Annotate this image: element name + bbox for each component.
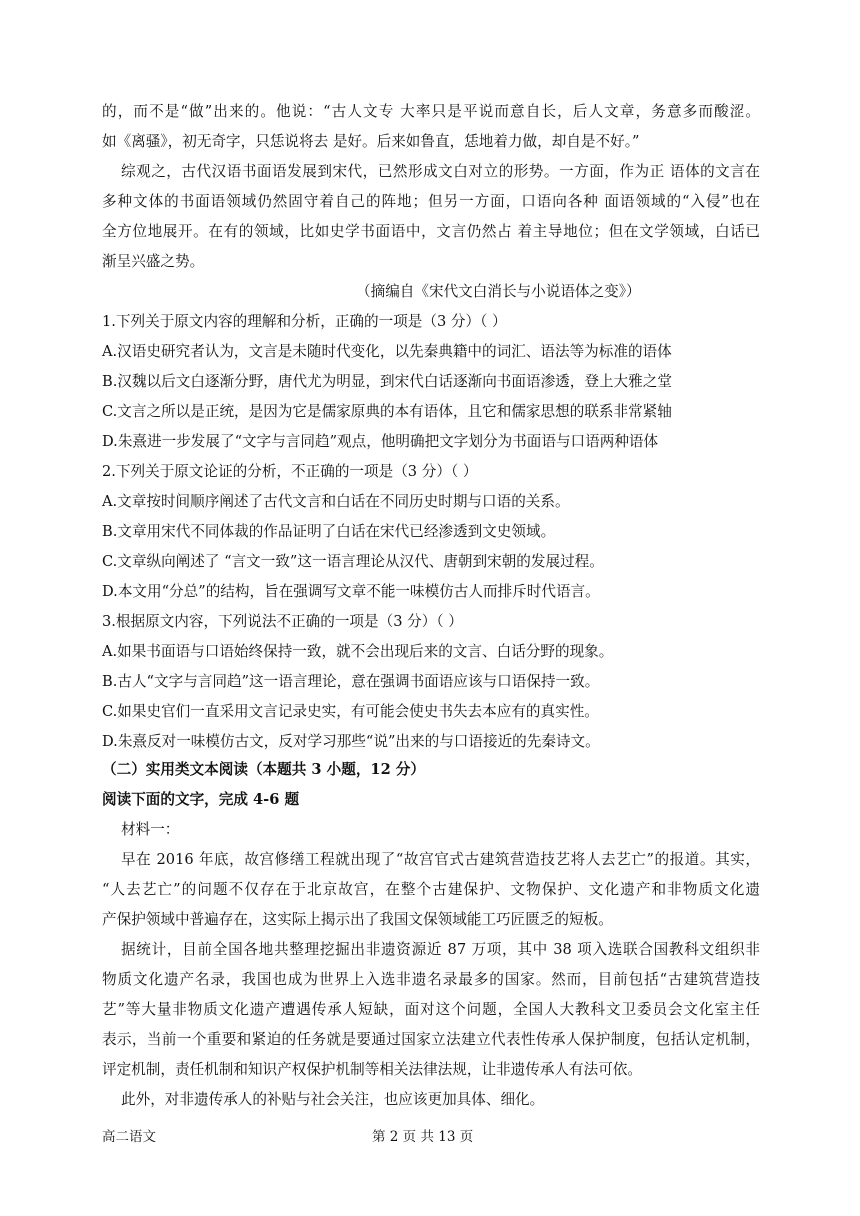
paragraph-start: 据统计，目前全国各地共整理挖掘出非遗资源近 87 万项，其中 38 项入选联合国教科文组织非 [121, 941, 760, 958]
q1-option-a: A.汉语史研究者认为，文言是未随时代变化，以先秦典籍中的词汇、语法等为标准的语体 [102, 343, 672, 360]
text-line: 的，而不是“做”出来的。他说：“古人文专 大率只是平说而意自长，后人文章，务意多而酸涩。 [102, 103, 760, 120]
text-line: 全方位地展开。在有的领域，比如史学书面语中，文言仍然占 着主导地位；但在文学领域，白话已 [102, 223, 760, 240]
text-line: 多种文体的书面语领域仍然固守着自己的阵地；但另一方面，口语向各种 面语领域的“入侵”也在 [102, 193, 760, 210]
text-line: 渐呈兴盛之势。 [102, 253, 205, 270]
question-2: 2.下列关于原文论证的分析，不正确的一项是（3 分）（ ） [102, 463, 478, 480]
section-heading: （二）实用类文本阅读（本题共 3 小题，12 分） [102, 761, 425, 778]
instruction: 阅读下面的文字，完成 4-6 题 [102, 791, 300, 808]
text-line: 如《离骚》，初无奇字，只恁说将去 是好。后来如鲁直，恁地着力做，却自是不好。” [102, 133, 640, 150]
q2-option-c: C.文章纵向阐述了 “言文一致”这一语言理论从汉代、唐朝到宋朝的发展过程。 [102, 553, 604, 570]
question-3: 3.根据原文内容，下列说法不正确的一项是（3 分）（ ） [102, 613, 463, 630]
text-line: 物质文化遗产名录，我国也成为世界上入选非遗名录最多的国家。然而，目前包括“古建筑营造技 [102, 971, 760, 988]
q3-option-c: C.如果史官们一直采用文言记录史实，有可能会使史书失去本应有的真实性。 [102, 703, 599, 720]
footer-subject: 高二语文 [102, 1129, 156, 1145]
text-line: “人去艺亡”的问题不仅存在于北京故宫，在整个古建保护、文物保护、文化遗产和非物质文化遗 [102, 881, 760, 898]
q1-option-d: D.朱熹进一步发展了“文字与言同趋”观点，他明确把文字划分为书面语与口语两种语体 [102, 433, 659, 450]
q2-option-d: D.本文用“分总”的结构，旨在强调写文章不能一味模仿古人而排斥时代语言。 [102, 583, 600, 600]
q2-option-b: B.文章用宋代不同体裁的作品证明了白话在宋代已经渗透到文史领域。 [102, 523, 556, 540]
paragraph-start: 综观之，古代汉语书面语发展到宋代，已然形成文白对立的形势。一方面，作为正 语体的文言在 [121, 163, 760, 180]
q3-option-b: B.古人“文字与言同趋”这一语言理论，意在强调书面语应该与口语保持一致。 [102, 673, 600, 690]
text-line: 艺”等大量非物质文化遗产遭遇传承人短缺，面对这个问题，全国人大教科文卫委员会文化室主任 [102, 1001, 760, 1018]
q1-option-b: B.汉魏以后文白逐渐分野，唐代尤为明显，到宋代白话逐渐向书面语渗透，登上大雅之堂 [102, 373, 672, 390]
material-label: 材料一： [121, 821, 180, 838]
q1-option-c: C.文言之所以是正统，是因为它是儒家原典的本有语体，且它和儒家思想的联系非常紧轴 [102, 403, 672, 420]
text-line: 评定机制，责任机制和知识产权保护机制等相关法律法规，让非遗传承人有法可依。 [102, 1061, 642, 1078]
source-citation: （摘编自《宋代文白消长与小说语体之变》） [356, 283, 641, 300]
paragraph-start: 早在 2016 年底，故宫修缮工程就出现了“故宫官式古建筑营造技艺将人去艺亡”的报道。其实， [121, 851, 760, 868]
text-line: 产保护领域中普遍存在，这实际上揭示出了我国文保领域能工巧匠匮乏的短板。 [102, 911, 613, 928]
q3-option-d: D.朱熹反对一味模仿古文，反对学习那些“说”出来的与口语接近的先秦诗文。 [102, 733, 600, 750]
paragraph-start: 此外，对非遗传承人的补贴与社会关注，也应该更加具体、细化。 [121, 1091, 545, 1108]
footer-page-number: 第 2 页 共 13 页 [372, 1129, 474, 1145]
text-line: 表示，当前一个重要和紧迫的任务就是要通过国家立法建立代表性传承人保护制度，包括认定机制， [102, 1031, 760, 1048]
question-1: 1.下列关于原文内容的理解和分析，正确的一项是（3 分）（ ） [102, 313, 507, 330]
q2-option-a: A.文章按时间顺序阐述了古代文言和白话在不同历史时期与口语的关系。 [102, 493, 570, 510]
q3-option-a: A.如果书面语与口语始终保持一致，就不会出现后来的文言、白话分野的现象。 [102, 643, 614, 660]
